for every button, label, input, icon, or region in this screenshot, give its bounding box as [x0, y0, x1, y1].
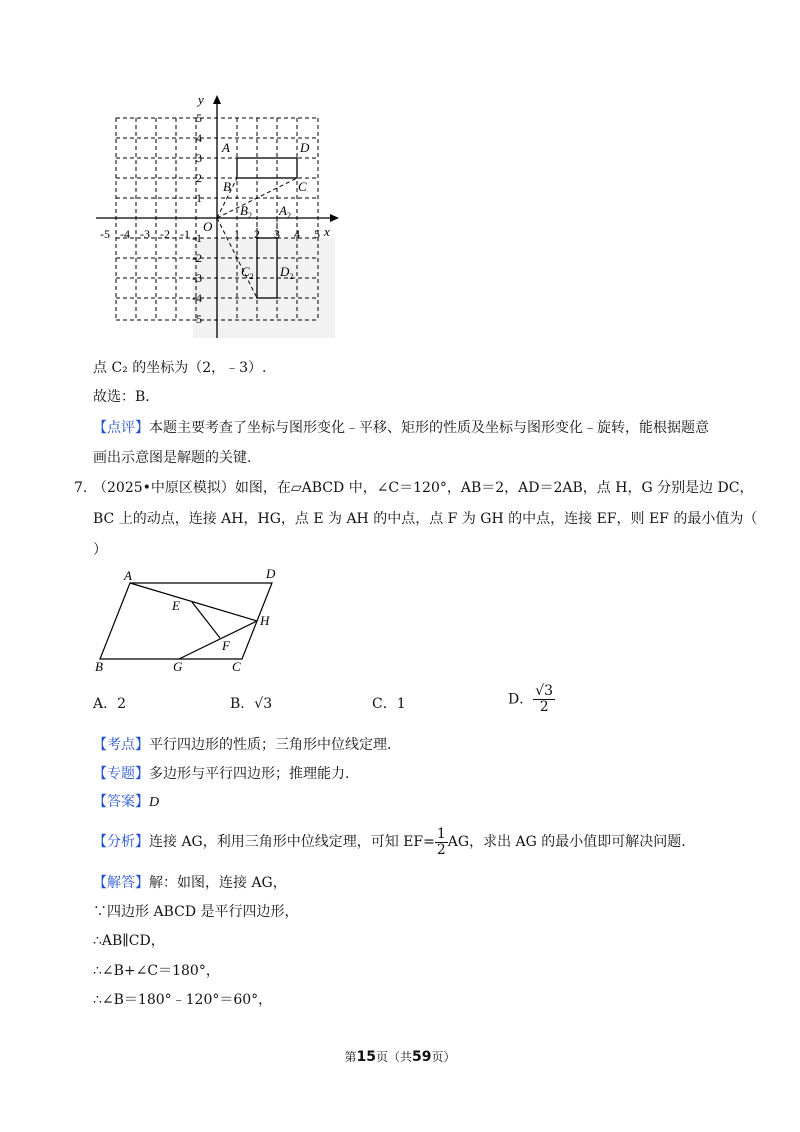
y-tick-label: -5	[192, 312, 202, 326]
x-axis-arrow	[330, 214, 339, 222]
question-number: 7.	[74, 480, 88, 496]
question-stem-1: （2025•中原区模拟）如图，在▱ABCD 中，∠C＝120°，AB＝2，AD＝2AB，点 H，G 分别是边 DC，	[93, 480, 754, 496]
choice-a	[93, 694, 126, 714]
fenxi-tag: 【分析】	[93, 834, 149, 850]
choice-d-denominator: 2	[539, 699, 549, 715]
kaodian-tag: 【考点】	[93, 737, 149, 753]
parallelogram-abcd	[100, 583, 272, 659]
choice-d-fraction	[533, 684, 555, 715]
fig-label-a: A	[124, 568, 132, 583]
question-stem-2: BC 上的动点，连接 AH，HG，点 E 为 AH 的中点，点 F 为 GH 的中点，连接 EF，则 EF 的最小值为（	[93, 511, 758, 527]
choice-d-numerator: √3	[535, 683, 554, 699]
fenxi-post: AG，求出 AG 的最小值即可解决问题.	[447, 834, 686, 850]
comment-line-2: 画出示意图是解题的关键.	[93, 450, 252, 466]
comment-tag: 【点评】	[93, 420, 149, 436]
y-tick-label: -3	[192, 271, 202, 285]
choice-b-label: B．	[230, 696, 255, 712]
fig-label-d: D	[266, 566, 276, 581]
footer-page-mid: 页（共	[375, 1050, 412, 1064]
fig-label-e: E	[172, 598, 180, 613]
x-tick-label: 5	[314, 227, 320, 241]
solution-step-1: ∵四边形 ABCD 是平行四边形，	[93, 904, 299, 920]
y-tick-label: 4	[196, 131, 202, 145]
jieda-line	[93, 873, 287, 893]
choice-b-value: √3	[254, 696, 273, 712]
coordinate-figure	[93, 90, 348, 340]
segment-ah	[130, 583, 257, 621]
y-tick-label: -4	[192, 291, 202, 305]
answer-text: D	[149, 795, 160, 810]
fenxi-line	[93, 823, 686, 861]
x-tick-label: 3	[274, 227, 280, 241]
parallelogram-figure	[93, 565, 293, 675]
point-label-d2: $D_2$	[280, 264, 294, 281]
choice-a-value: 2	[117, 696, 127, 712]
footer-page-post: 页）	[431, 1050, 456, 1064]
footer-page-pre: 第	[344, 1050, 357, 1064]
comment-line-1	[93, 418, 709, 438]
solution-step-4: ∴∠B＝180°﹣120°＝60°，	[93, 992, 273, 1008]
solution-step-2: ∴AB∥CD，	[93, 933, 165, 949]
y-axis-label: y	[198, 92, 204, 107]
point-label-b: B	[223, 179, 231, 194]
c2-coordinate-line: 点 C₂ 的坐标为（2，﹣3）.	[93, 360, 267, 376]
question-stem-3: ）	[93, 542, 107, 558]
zhuanti-tag: 【专题】	[93, 766, 149, 782]
rectangle-abcd	[237, 158, 297, 178]
point-label-a: A	[222, 140, 230, 155]
x-tick-label: 2	[254, 227, 260, 241]
y-tick-label: 5	[196, 111, 202, 125]
point-label-d: D	[300, 140, 310, 155]
x-tick-label: 1	[234, 227, 240, 241]
origin-label: O	[203, 219, 213, 234]
y-axis-arrow	[213, 95, 221, 104]
fig-label-g: G	[173, 659, 183, 674]
comment-text: 本题主要考查了坐标与图形变化﹣平移、矩形的性质及坐标与图形变化﹣旋转，能根据题意	[149, 420, 709, 436]
choice-d-label: D．	[508, 691, 534, 708]
segment-ef	[192, 602, 220, 638]
y-tick-label: 3	[196, 151, 202, 165]
fenxi-numerator: 1	[436, 825, 446, 842]
fig-label-b: B	[95, 659, 103, 674]
y-tick-label: -2	[192, 251, 202, 265]
fig-label-c: C	[232, 659, 241, 674]
choice-c	[372, 694, 406, 714]
footer-page-total: 59	[412, 1049, 432, 1065]
x-axis-label: x	[324, 224, 330, 239]
solution-step-3: ∴∠B+∠C＝180°，	[93, 963, 220, 979]
x-tick-label: -2	[160, 227, 170, 241]
x-tick-label: -4	[120, 227, 130, 241]
y-tick-label: 2	[196, 171, 202, 185]
fenxi-denominator: 2	[436, 841, 446, 858]
fig-label-h: H	[260, 613, 270, 628]
zhuanti-line	[93, 764, 349, 784]
jieda-text: 解：如图，连接 AG，	[149, 875, 287, 891]
fenxi-pre: 连接 AG，利用三角形中位线定理，可知 EF=	[149, 834, 435, 850]
x-tick-label: 4	[294, 227, 300, 241]
footer-page-number: 15	[356, 1049, 376, 1065]
point-label-b2: $B_2$	[240, 203, 252, 220]
x-tick-label: -3	[140, 227, 150, 241]
fenxi-fraction	[435, 827, 448, 858]
point-label-c: C	[298, 179, 307, 194]
choice-c-label: C．	[372, 696, 397, 712]
zhuanti-text: 多边形与平行四边形；推理能力.	[149, 766, 350, 782]
answer-tag: 【答案】	[93, 794, 149, 810]
choice-b	[230, 694, 272, 714]
page-footer	[0, 1048, 800, 1066]
segment-hg	[179, 621, 257, 659]
y-tick-label: 1	[196, 191, 202, 205]
y-tick-label: -1	[192, 231, 202, 245]
x-tick-label: -5	[100, 227, 110, 241]
choice-line: 故选：B.	[93, 389, 150, 405]
jieda-tag: 【解答】	[93, 875, 149, 891]
x-tick-label: -1	[180, 227, 190, 241]
choice-d	[508, 684, 555, 715]
fig-label-f: F	[222, 638, 230, 653]
point-label-a2: $A_2$	[279, 203, 291, 220]
kaodian-text: 平行四边形的性质；三角形中位线定理.	[149, 737, 392, 753]
answer-line	[93, 792, 159, 813]
point-label-c2: $C_2$	[241, 264, 254, 281]
choice-a-label: A．	[93, 696, 118, 712]
choice-c-value: 1	[396, 696, 406, 712]
kaodian-line	[93, 735, 391, 755]
